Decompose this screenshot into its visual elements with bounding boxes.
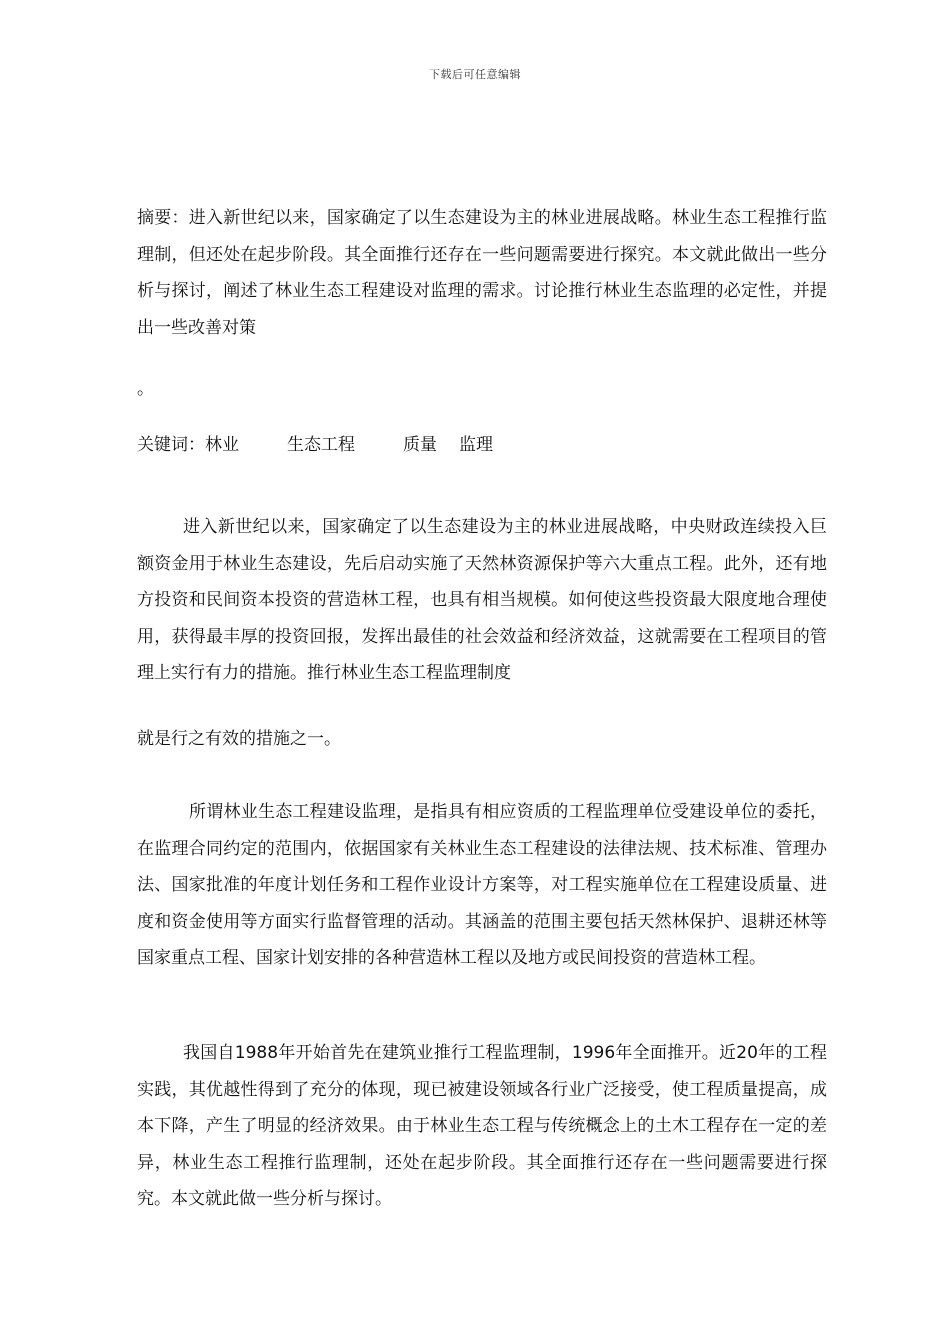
abstract-tail: 。	[137, 379, 154, 399]
body-paragraph-2: 所谓林业生态工程建设监理，是指具有相应资质的工程监理单位受建设单位的委托，在监理合同约定的范围内，依据国家有关林业生态工程建设的法律法规、技术标准、管理办法、国家批准的年度计划任务和工程作业设计方案等，对工程实施单位在工程建设质量、进度和资金使用等方面实行监督管理的活动。其涵盖的范围主要包括天然林保护、退耕还林等国家重点工程、国家计划安排的各种营造林工程以及地方或民间投资的营造林工程。	[137, 802, 827, 968]
keyword-item: 生态工程	[287, 435, 355, 455]
header-note: 下载后可任意编辑	[429, 68, 521, 81]
keywords-line	[137, 427, 827, 464]
body-paragraph-1-tail: 就是行之有效的措施之一。	[137, 729, 341, 749]
abstract-paragraph: 摘要：进入新世纪以来，国家确定了以生态建设为主的林业进展战略。林业生态工程推行监理制，但还处在起步阶段。其全面推行还存在一些问题需要进行探究。本文就此做出一些分析与探讨，阐述了林业生态工程建设对监理的需求。讨论推行林业生态监理的必定性，并提出一些改善对策	[137, 208, 827, 338]
keyword-item: 质量	[403, 435, 437, 455]
body-paragraph-3: 我国自1988年开始首先在建筑业推行工程监理制，1996年全面推开。近20年的工程实践，其优越性得到了充分的体现，现已被建设领域各行业广泛接受，使工程质量提高，成本下降，产生了明显的经济效果。由于林业生态工程与传统概念上的土木工程存在一定的差异，林业生态工程推行监理制，还处在起步阶段。其全面推行还存在一些问题需要进行探究。本文就此做一些分析与探讨。	[137, 1043, 827, 1209]
keywords-label: 关键词：	[137, 435, 205, 455]
keyword-item: 监理	[459, 435, 493, 455]
body-paragraph-1: 进入新世纪以来，国家确定了以生态建设为主的林业进展战略，中央财政连续投入巨额资金用于林业生态建设，先后启动实施了天然林资源保护等六大重点工程。此外，还有地方投资和民间资本投资的营造林工程，也具有相当规模。如何使这些投资最大限度地合理使用，获得最丰厚的投资回报，发挥出最佳的社会效益和经济效益，这就需要在工程项目的管理上实行有力的措施。推行林业生态工程监理制度	[137, 517, 827, 683]
keyword-item: 林业	[205, 435, 239, 455]
